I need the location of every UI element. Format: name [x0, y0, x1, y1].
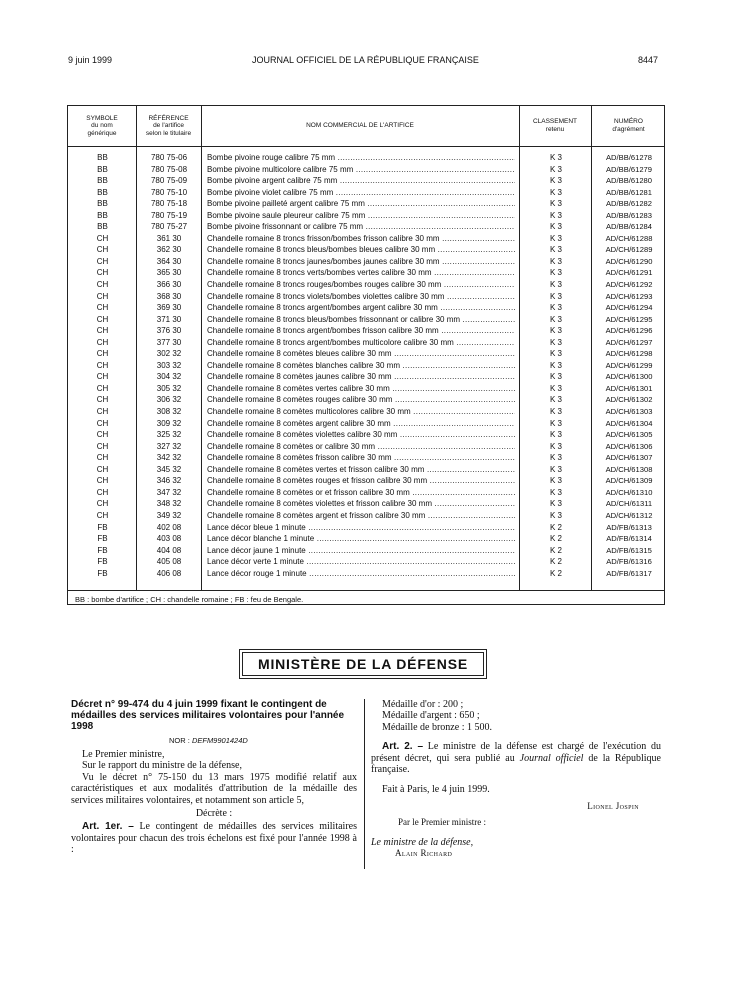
cell-classement: K 3 — [549, 418, 562, 428]
col-header-symbole: SYMBOLE du nom générique — [86, 114, 118, 137]
cell-reference: 346 32 — [156, 476, 182, 486]
cell-reference: 403 08 — [156, 534, 182, 544]
cell-symbole: CH — [96, 476, 109, 486]
cell-reference: 406 08 — [156, 568, 182, 578]
table-row — [68, 348, 666, 360]
cell-reference: 780 75-09 — [150, 176, 188, 186]
cell-nom: Chandelle romaine 8 comètes multicolores calibre 30 mm ..... — [207, 406, 515, 418]
cell-classement: K 3 — [549, 233, 562, 243]
cell-nom: Lance décor rouge 1 minute ..... — [207, 568, 515, 580]
article-1: Art. 1er. – Le contingent de médailles des services militaires volontaires pour chacun des trois échelons est fixé pour l'année 1998 à : — [71, 821, 357, 856]
cell-nom: Lance décor bleue 1 minute ..... — [207, 522, 515, 534]
cell-reference: 365 30 — [156, 268, 182, 278]
cell-reference: 349 32 — [156, 510, 182, 520]
cell-classement: K 3 — [549, 153, 562, 162]
cell-nom: Chandelle romaine 8 comètes argent et frisson calibre 30 mm ..... — [207, 510, 515, 522]
cell-numero: AD/CH/61312 — [605, 510, 653, 520]
cell-reference: 780 75-08 — [150, 164, 188, 174]
cell-nom: Chandelle romaine 8 comètes frisson calibre 30 mm ..... — [207, 452, 515, 464]
cell-nom: Chandelle romaine 8 troncs verts/bombes vertes calibre 30 mm ..... — [207, 267, 515, 279]
cell-nom: Bombe pivoine multicolore calibre 75 mm ..... — [207, 164, 515, 176]
cell-symbole: CH — [96, 383, 109, 393]
decret-vu: Vu le décret n° 75-150 du 13 mars 1975 modifié relatif aux caractéristiques et aux modalités d'attribution de la médaille des services militaires volontaires, et notamment son article 5, — [71, 771, 357, 806]
cell-numero: AD/FB/61316 — [606, 557, 652, 567]
cell-nom: Chandelle romaine 8 comètes violettes et frisson calibre 30 mm ..... — [207, 498, 515, 510]
cell-symbole: BB — [97, 222, 108, 232]
table-row — [68, 164, 666, 176]
cell-classement: K 3 — [549, 487, 562, 497]
decret-title: Décret n° 99-474 du 4 juin 1999 fixant le contingent de médailles des services militaires volontaires pour l'année 1998 — [71, 699, 345, 732]
cell-reference: 780 75-18 — [150, 199, 188, 209]
table-row — [68, 152, 666, 164]
cell-numero: AD/CH/61302 — [605, 395, 653, 405]
header-date: 9 juin 1999 — [68, 55, 113, 65]
col-header-classement: CLASSEMENT retenu — [532, 118, 578, 133]
cell-reference: 377 30 — [156, 337, 182, 347]
cell-numero: AD/CH/61292 — [605, 280, 653, 290]
medal-argent: Médaille d'argent : 650 ; — [382, 710, 480, 722]
cell-classement: K 3 — [549, 210, 562, 220]
table-row — [68, 198, 666, 210]
cell-classement: K 3 — [549, 395, 562, 405]
cell-reference: 342 32 — [156, 453, 182, 463]
cell-numero: AD/CH/61291 — [605, 268, 653, 278]
col-header-numero: NUMÉRO d'agrément — [612, 118, 645, 133]
cell-classement: K 3 — [549, 187, 562, 197]
cell-symbole: FB — [97, 557, 108, 567]
table-row — [68, 441, 666, 453]
cell-classement: K 3 — [549, 222, 562, 232]
ministry-heading: MINISTÈRE DE LA DÉFENSE — [242, 652, 484, 676]
minister-title: Le ministre de la défense, — [371, 836, 474, 848]
article-2: Art. 2. – Le ministre de la défense est chargé de l'exécution du présent décret, qui sera publié au Journal officiel de la République française. — [371, 741, 661, 776]
cell-classement: K 3 — [549, 441, 562, 451]
cell-reference: 345 32 — [156, 464, 182, 474]
cell-classement: K 3 — [549, 430, 562, 440]
cell-numero: AD/CH/61308 — [605, 464, 653, 474]
cell-symbole: CH — [96, 337, 109, 347]
cell-symbole: CH — [96, 268, 109, 278]
cell-symbole: CH — [96, 303, 109, 313]
table-body — [68, 152, 666, 579]
cell-nom: Chandelle romaine 8 comètes rouges et frisson calibre 30 mm ..... — [207, 475, 515, 487]
cell-reference: 303 32 — [156, 360, 182, 370]
cell-symbole: CH — [96, 314, 109, 324]
cell-symbole: BB — [97, 153, 108, 162]
cell-symbole: CH — [96, 430, 109, 440]
cell-classement: K 3 — [549, 291, 562, 301]
cell-classement: K 3 — [549, 499, 562, 509]
cell-reference: 369 30 — [156, 303, 182, 313]
cell-numero: AD/CH/61307 — [605, 453, 653, 463]
cell-classement: K 3 — [549, 383, 562, 393]
table-row — [68, 337, 666, 349]
cell-numero: AD/BB/61282 — [605, 199, 652, 209]
cell-classement: K 3 — [549, 326, 562, 336]
cell-classement: K 3 — [549, 464, 562, 474]
table-row — [68, 233, 666, 245]
cell-reference: 306 32 — [156, 395, 182, 405]
cell-classement: K 2 — [549, 557, 562, 567]
cell-reference: 305 32 — [156, 383, 182, 393]
cell-nom: Chandelle romaine 8 comètes vertes et frisson calibre 30 mm ..... — [207, 464, 515, 476]
cell-numero: AD/CH/61305 — [605, 430, 653, 440]
cell-classement: K 3 — [549, 164, 562, 174]
cell-nom: Chandelle romaine 8 comètes jaunes calibre 30 mm ..... — [207, 371, 515, 383]
cell-classement: K 3 — [549, 256, 562, 266]
cell-classement: K 3 — [549, 337, 562, 347]
cell-numero: AD/FB/61317 — [606, 568, 652, 578]
table-row — [68, 221, 666, 233]
table-row — [68, 394, 666, 406]
cell-nom: Chandelle romaine 8 troncs argent/bombes multicolore calibre 30 mm ..... — [207, 337, 515, 349]
cell-symbole: FB — [97, 522, 108, 532]
cell-nom: Chandelle romaine 8 troncs frisson/bombes frisson calibre 30 mm ..... — [207, 233, 515, 245]
cell-nom: Bombe pivoine rouge calibre 75 mm ..... — [207, 152, 515, 164]
cell-classement: K 3 — [549, 453, 562, 463]
cell-numero: AD/CH/61290 — [605, 256, 653, 266]
cell-nom: Lance décor blanche 1 minute ..... — [207, 533, 515, 545]
cell-numero: AD/FB/61315 — [606, 545, 652, 555]
cell-reference: 347 32 — [156, 487, 182, 497]
table-row — [68, 383, 666, 395]
cell-numero: AD/CH/61306 — [605, 441, 653, 451]
table-legend: BB : bombe d'artifice ; CH : chandelle romaine ; FB : feu de Bengale. — [75, 595, 304, 604]
decret-left-column — [71, 699, 357, 856]
cell-nom: Lance décor verte 1 minute ..... — [207, 556, 515, 568]
cell-symbole: BB — [97, 210, 108, 220]
table-row — [68, 187, 666, 199]
cell-reference: 404 08 — [156, 545, 182, 555]
cell-classement: K 3 — [549, 349, 562, 359]
cell-symbole: FB — [97, 534, 108, 544]
table-row — [68, 325, 666, 337]
table-row — [68, 244, 666, 256]
cell-symbole: CH — [96, 453, 109, 463]
cell-symbole: CH — [96, 291, 109, 301]
cell-symbole: BB — [97, 199, 108, 209]
cell-nom: Chandelle romaine 8 troncs bleus/bombes bleues calibre 30 mm ..... — [207, 244, 515, 256]
cell-numero: AD/BB/61281 — [605, 187, 652, 197]
cell-reference: 308 32 — [156, 407, 182, 417]
cell-classement: K 3 — [549, 360, 562, 370]
table-row — [68, 406, 666, 418]
cell-symbole: CH — [96, 464, 109, 474]
cell-reference: 348 32 — [156, 499, 182, 509]
cell-numero: AD/CH/61309 — [605, 476, 653, 486]
cell-nom: Chandelle romaine 8 troncs argent/bombes frisson calibre 30 mm ..... — [207, 325, 515, 337]
cell-reference: 405 08 — [156, 557, 182, 567]
cell-classement: K 3 — [549, 176, 562, 186]
cell-reference: 366 30 — [156, 280, 182, 290]
col-header-reference: RÉFÉRENCE de l'artifice selon le titulaire — [145, 114, 192, 137]
cell-nom: Chandelle romaine 8 comètes violettes calibre 30 mm ..... — [207, 429, 515, 441]
cell-numero: AD/CH/61296 — [605, 326, 653, 336]
cell-classement: K 3 — [549, 245, 562, 255]
cell-reference: 368 30 — [156, 291, 182, 301]
cell-symbole: BB — [97, 176, 108, 186]
fait-a-paris: Fait à Paris, le 4 juin 1999. — [382, 784, 490, 796]
table-row — [68, 267, 666, 279]
cell-numero: AD/CH/61310 — [605, 487, 653, 497]
cell-symbole: CH — [96, 407, 109, 417]
table-row — [68, 545, 666, 557]
cell-classement: K 3 — [549, 314, 562, 324]
cell-numero: AD/CH/61289 — [605, 245, 653, 255]
cell-reference: 780 75-10 — [150, 187, 188, 197]
cell-symbole: CH — [96, 256, 109, 266]
cell-nom: Chandelle romaine 8 comètes argent calibre 30 mm ..... — [207, 418, 515, 430]
cell-symbole: CH — [96, 499, 109, 509]
cell-nom: Chandelle romaine 8 troncs bleus/bombes frissonnant or calibre 30 mm ..... — [207, 314, 515, 326]
cell-nom: Chandelle romaine 8 comètes vertes calibre 30 mm ..... — [207, 383, 515, 395]
cell-numero: AD/CH/61299 — [605, 360, 653, 370]
table-row — [68, 210, 666, 222]
table-row — [68, 522, 666, 534]
decret-right-column — [371, 699, 661, 859]
nor-reference: NOR : DEFM9901424D — [169, 736, 248, 745]
cell-reference: 309 32 — [156, 418, 182, 428]
cell-symbole: CH — [96, 372, 109, 382]
cell-numero: AD/CH/61288 — [605, 233, 653, 243]
signer-name: Lionel Jospin — [587, 800, 639, 811]
cell-nom: Chandelle romaine 8 comètes or calibre 30 mm ..... — [207, 441, 515, 453]
cell-reference: 362 30 — [156, 245, 182, 255]
cell-reference: 780 75-27 — [150, 222, 188, 232]
cell-symbole: BB — [97, 187, 108, 197]
cell-reference: 302 32 — [156, 349, 182, 359]
cell-nom: Chandelle romaine 8 comètes or et frisson calibre 30 mm ..... — [207, 487, 515, 499]
col-header-nom: NOM COMMERCIAL DE L'ARTIFICE — [306, 122, 414, 130]
table-row — [68, 175, 666, 187]
cell-numero: AD/BB/61280 — [605, 176, 652, 186]
cell-nom: Bombe pivoine frissonnant or calibre 75 mm ..... — [207, 221, 515, 233]
cell-symbole: CH — [96, 349, 109, 359]
cell-symbole: FB — [97, 568, 108, 578]
cell-numero: AD/CH/61301 — [605, 383, 653, 393]
cell-nom: Bombe pivoine violet calibre 75 mm ..... — [207, 187, 515, 199]
table-row — [68, 452, 666, 464]
cell-symbole: CH — [96, 510, 109, 520]
cell-classement: K 3 — [549, 268, 562, 278]
table-row — [68, 498, 666, 510]
artifice-table — [67, 105, 665, 605]
table-row — [68, 475, 666, 487]
cell-nom: Chandelle romaine 8 comètes blanches calibre 30 mm ..... — [207, 360, 515, 372]
cell-numero: AD/CH/61293 — [605, 291, 653, 301]
cell-reference: 371 30 — [156, 314, 182, 324]
cell-reference: 325 32 — [156, 430, 182, 440]
cell-classement: K 2 — [549, 534, 562, 544]
medal-bronze: Médaille de bronze : 1 500. — [382, 721, 492, 733]
header-page-number: 8447 — [637, 55, 658, 65]
cell-classement: K 3 — [549, 280, 562, 290]
cell-reference: 376 30 — [156, 326, 182, 336]
table-row — [68, 314, 666, 326]
cell-numero: AD/CH/61295 — [605, 314, 653, 324]
table-row — [68, 291, 666, 303]
decret-intro: Le Premier ministre, — [82, 749, 165, 760]
cell-numero: AD/CH/61294 — [605, 303, 653, 313]
cell-numero: AD/CH/61298 — [605, 349, 653, 359]
cell-nom: Chandelle romaine 8 comètes rouges calibre 30 mm ..... — [207, 394, 515, 406]
table-row — [68, 360, 666, 372]
cell-numero: AD/CH/61303 — [605, 407, 653, 417]
cell-nom: Chandelle romaine 8 troncs jaunes/bombes jaunes calibre 30 mm ..... — [207, 256, 515, 268]
cell-symbole: FB — [97, 545, 108, 555]
cell-reference: 304 32 — [156, 372, 182, 382]
table-row — [68, 556, 666, 568]
table-row — [68, 418, 666, 430]
cell-numero: AD/CH/61300 — [605, 372, 653, 382]
cell-numero: AD/BB/61284 — [605, 222, 652, 232]
cell-symbole: CH — [96, 418, 109, 428]
table-row — [68, 302, 666, 314]
cell-numero: AD/BB/61279 — [605, 164, 652, 174]
cell-nom: Chandelle romaine 8 troncs rouges/bombes rouges calibre 30 mm ..... — [207, 279, 515, 291]
cell-classement: K 3 — [549, 199, 562, 209]
cell-classement: K 2 — [549, 568, 562, 578]
table-row — [68, 510, 666, 522]
table-row — [68, 487, 666, 499]
cell-symbole: CH — [96, 395, 109, 405]
cell-numero: AD/FB/61314 — [606, 534, 652, 544]
table-row — [68, 279, 666, 291]
cell-numero: AD/BB/61283 — [605, 210, 652, 220]
cell-reference: 364 30 — [156, 256, 182, 266]
column-divider — [364, 699, 365, 869]
cell-reference: 402 08 — [156, 522, 182, 532]
table-row — [68, 371, 666, 383]
cell-symbole: CH — [96, 487, 109, 497]
cell-nom: Chandelle romaine 8 troncs violets/bombes violettes calibre 30 mm ..... — [207, 291, 515, 303]
medal-or: Médaille d'or : 200 ; — [382, 699, 464, 710]
cell-nom: Bombe pivoine saule pleureur calibre 75 mm ..... — [207, 210, 515, 222]
cell-symbole: CH — [96, 360, 109, 370]
decret-rapport: Sur le rapport du ministre de la défense, — [82, 760, 242, 772]
cell-symbole: CH — [96, 441, 109, 451]
cell-classement: K 3 — [549, 510, 562, 520]
cell-nom: Chandelle romaine 8 comètes bleues calibre 30 mm ..... — [207, 348, 515, 360]
cell-numero: AD/CH/61311 — [605, 499, 653, 509]
cell-numero: AD/CH/61304 — [605, 418, 653, 428]
cell-reference: 327 32 — [156, 441, 182, 451]
cell-reference: 780 75-06 — [150, 153, 188, 162]
cell-symbole: CH — [96, 326, 109, 336]
cell-nom: Chandelle romaine 8 troncs argent/bombes argent calibre 30 mm ..... — [207, 302, 515, 314]
table-row — [68, 568, 666, 580]
cell-nom: Lance décor jaune 1 minute ..... — [207, 545, 515, 557]
cell-classement: K 3 — [549, 407, 562, 417]
par-le-premier-ministre: Par le Premier ministre : — [398, 817, 486, 828]
cell-classement: K 3 — [549, 476, 562, 486]
cell-classement: K 3 — [549, 372, 562, 382]
table-row — [68, 464, 666, 476]
header-journal-title: JOURNAL OFFICIEL DE LA RÉPUBLIQUE FRANÇAISE — [252, 55, 479, 65]
cell-symbole: BB — [97, 164, 108, 174]
cell-symbole: CH — [96, 245, 109, 255]
cell-reference: 361 30 — [156, 233, 182, 243]
table-row — [68, 256, 666, 268]
cell-symbole: CH — [96, 233, 109, 243]
cell-classement: K 2 — [549, 522, 562, 532]
decret-decrete: Décrète : — [195, 808, 233, 820]
cell-nom: Bombe pivoine argent calibre 75 mm ..... — [207, 175, 515, 187]
cell-classement: K 3 — [549, 303, 562, 313]
cell-classement: K 2 — [549, 545, 562, 555]
cell-symbole: CH — [96, 280, 109, 290]
minister-name: Alain Richard — [395, 848, 453, 859]
table-row — [68, 533, 666, 545]
cell-reference: 780 75-19 — [150, 210, 188, 220]
cell-numero: AD/FB/61313 — [606, 522, 652, 532]
cell-nom: Bombe pivoine pailleté argent calibre 75 mm ..... — [207, 198, 515, 210]
table-row — [68, 429, 666, 441]
cell-numero: AD/BB/61278 — [605, 153, 652, 162]
cell-numero: AD/CH/61297 — [605, 337, 653, 347]
